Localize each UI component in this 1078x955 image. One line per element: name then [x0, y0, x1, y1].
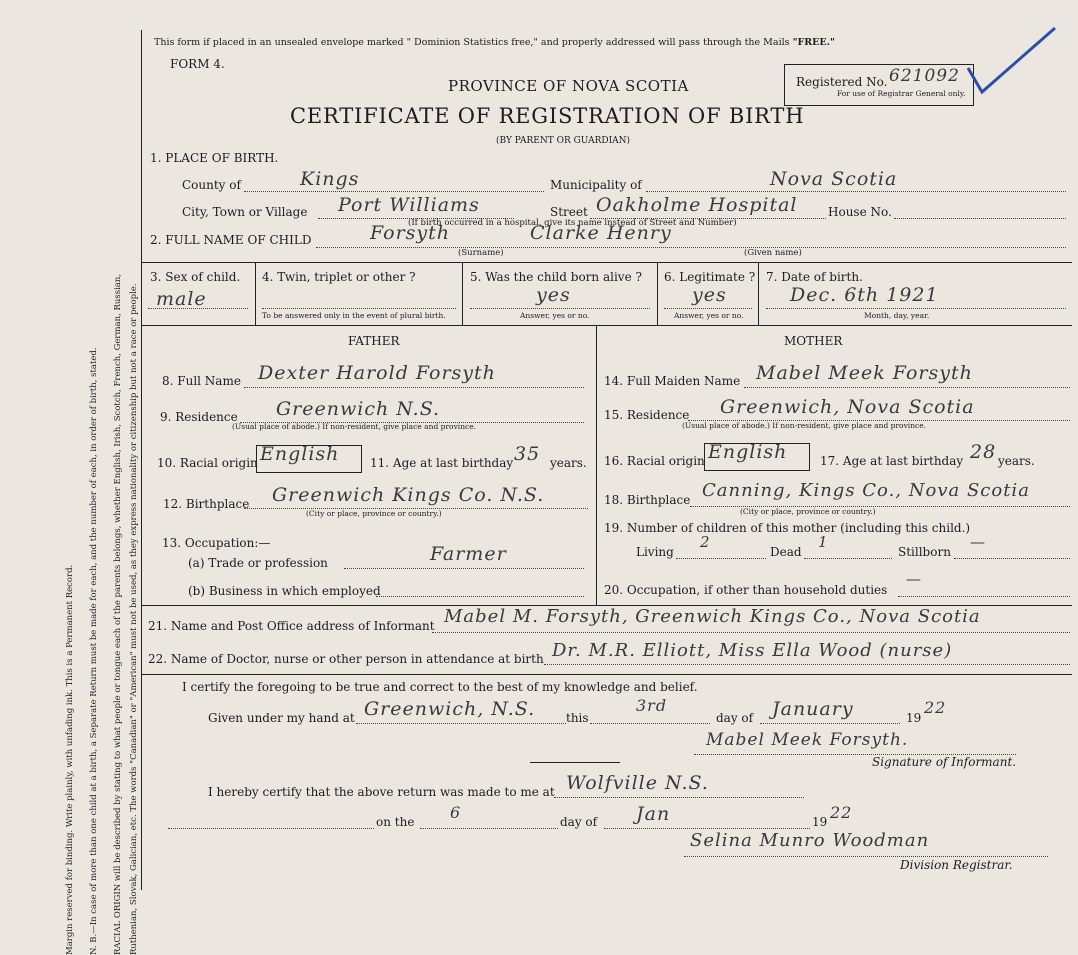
hospital-note: (If birth occurred in a hospital, give its name instead of Street and Number) — [408, 218, 737, 228]
dead-label: Dead — [770, 545, 802, 559]
mother-residence-label: 15. Residence — [604, 408, 690, 422]
mail-note — [154, 37, 835, 48]
registrar-certify-text: I hereby certify that the above return was made to me at — [208, 785, 555, 799]
this-label: this — [566, 711, 589, 725]
father-occupation-label: 13. Occupation:— — [162, 536, 271, 550]
street-label: Street — [550, 205, 588, 219]
stillborn-value: — — [970, 533, 986, 551]
business-label: (b) Business in which employed — [188, 584, 381, 598]
informant-signature: Mabel Meek Forsyth. — [706, 730, 909, 750]
child-given-value: Clarke Henry — [530, 222, 672, 244]
cert-year-prefix: 19 — [906, 711, 922, 725]
dob-label: 7. Date of birth. — [766, 270, 863, 284]
certificate-subtitle: (BY PARENT OR GUARDIAN) — [496, 136, 631, 146]
child-surname-value: Forsyth — [370, 222, 451, 244]
municipality-label: Municipality of — [550, 178, 642, 192]
province-title: PROVINCE OF NOVA SCOTIA — [448, 77, 689, 95]
father-birthplace-value: Greenwich Kings Co. N.S. — [272, 484, 545, 506]
legitimate-caption: Answer, yes or no. — [674, 311, 744, 320]
dob-caption: Month, day, year. — [864, 311, 930, 320]
mother-name-value: Mabel Meek Forsyth — [756, 362, 973, 384]
registrar-signature: Selina Munro Woodman — [690, 830, 930, 851]
mother-racial-value: English — [708, 441, 788, 463]
registrar-signature-caption: Division Registrar. — [900, 858, 1013, 872]
registered-label: Registered No. — [796, 75, 888, 89]
mother-occupation-value: — — [906, 570, 922, 588]
informant-label: 21. Name and Post Office address of Informant — [148, 619, 435, 633]
certificate-title: CERTIFICATE OF REGISTRATION OF BIRTH — [290, 104, 805, 128]
registrar-day-value: 6 — [450, 803, 462, 822]
house-label: House No. — [828, 205, 892, 219]
surname-caption: (Surname) — [458, 248, 504, 258]
children-count-label: 19. Number of children of this mother (including this child.) — [604, 521, 971, 535]
side-note-4: Ruthenian, Slovak, Galician, etc. The words "Canadian" or "American" must not be used, as they express nationality or citizenship but not a race or people. — [129, 283, 139, 955]
alive-caption: Answer, yes or no. — [520, 311, 590, 320]
cert-year-value: 22 — [924, 698, 947, 717]
father-racial-value: English — [260, 443, 340, 465]
living-label: Living — [636, 545, 674, 559]
father-years: years. — [550, 456, 587, 470]
twin-label: 4. Twin, triplet or other ? — [262, 270, 416, 284]
alive-value: yes — [536, 284, 571, 306]
father-residence-value: Greenwich N.S. — [276, 398, 441, 420]
cert-day-of-label: day of — [716, 711, 754, 725]
mother-years: years. — [998, 454, 1035, 468]
given-place-value: Greenwich, N.S. — [364, 698, 536, 720]
registrar-use-note: For use of Registrar General only. — [837, 89, 966, 98]
mother-name-label: 14. Full Maiden Name — [604, 374, 741, 388]
father-name-value: Dexter Harold Forsyth — [258, 362, 496, 384]
cert-month-value: January — [772, 698, 854, 720]
mail-free: "FREE." — [792, 37, 835, 48]
certify-text: I certify the foregoing to be true and correct to the best of my knowledge and belief. — [182, 680, 698, 694]
city-label: City, Town or Village — [182, 205, 308, 219]
child-name-label: 2. FULL NAME OF CHILD — [150, 233, 312, 247]
father-residence-caption: (Usual place of abode.) If non-resident, give place and province. — [232, 422, 477, 431]
place-of-birth-heading: 1. PLACE OF BIRTH. — [150, 151, 279, 165]
father-residence-label: 9. Residence — [160, 410, 238, 424]
side-note-3: RACIAL ORIGIN will be described by stating to what people or tongue each of the parents belongs, whether English, Irish, Scotch, French, German, Russian, — [113, 273, 123, 955]
street-value: Oakholme Hospital — [596, 194, 798, 216]
living-value: 2 — [700, 533, 711, 551]
municipality-value: Nova Scotia — [770, 168, 898, 190]
registered-number: 621092 — [889, 66, 960, 86]
trade-label: (a) Trade or profession — [188, 556, 328, 570]
father-age-value: 35 — [514, 443, 541, 465]
trade-value: Farmer — [430, 543, 507, 565]
father-birthplace-caption: (City or place, province or country.) — [306, 509, 442, 518]
mother-residence-value: Greenwich, Nova Scotia — [720, 396, 975, 418]
dob-value: Dec. 6th 1921 — [790, 284, 939, 306]
father-racial-label: 10. Racial origin — [157, 456, 258, 470]
father-birthplace-label: 12. Birthplace — [163, 497, 250, 511]
informant-value: Mabel M. Forsyth, Greenwich Kings Co., Nova Scotia — [444, 606, 981, 627]
mother-birthplace-label: 18. Birthplace — [604, 493, 691, 507]
form-left-border — [141, 30, 142, 890]
mother-heading: MOTHER — [784, 334, 843, 348]
mother-racial-label: 16. Racial origin — [604, 454, 705, 468]
doctor-label: 22. Name of Doctor, nurse or other person in attendance at birth — [148, 652, 544, 666]
cert-day-value: 3rd — [636, 696, 668, 715]
father-name-label: 8. Full Name — [162, 374, 241, 388]
given-caption: (Given name) — [744, 248, 802, 258]
on-the-label: on the — [376, 815, 415, 829]
side-notes — [0, 0, 140, 955]
mother-age-value: 28 — [970, 441, 997, 463]
alive-label: 5. Was the child born alive ? — [470, 270, 642, 284]
form-number: FORM 4. — [170, 57, 225, 71]
mother-birthplace-caption: (City or place, province or country.) — [740, 507, 876, 516]
father-age-label: 11. Age at last birthday — [370, 456, 514, 470]
twin-caption: To be answered only in the event of plural birth. — [262, 311, 446, 320]
city-value: Port Williams — [338, 194, 480, 216]
dead-value: 1 — [818, 533, 829, 551]
doctor-value: Dr. M.R. Elliott, Miss Ella Wood (nurse) — [552, 640, 953, 661]
mail-note-text: This form if placed in an unsealed envelope marked " Dominion Statistics free," and properly addressed will pass through the Mails — [154, 37, 790, 48]
given-label: Given under my hand at — [208, 711, 355, 725]
mother-residence-caption: (Usual place of abode.) If non-resident, give place and province. — [682, 421, 927, 430]
sex-value: male — [156, 288, 207, 310]
registrar-day-of-label: day of — [560, 815, 598, 829]
stillborn-label: Stillborn — [898, 545, 951, 559]
checkmark-icon — [960, 20, 1070, 100]
county-label: County of — [182, 178, 241, 192]
mother-occupation-label: 20. Occupation, if other than household duties — [604, 583, 888, 597]
informant-signature-caption: Signature of Informant. — [872, 755, 1017, 769]
registrar-year-prefix: 19 — [812, 815, 828, 829]
legitimate-value: yes — [692, 284, 727, 306]
registrar-month-value: Jan — [636, 803, 671, 825]
side-note-2: N. B.—In case of more than one child at a birth, a Separate Return must be made for each, and the number of each, in order of birth, stated. — [89, 347, 99, 955]
registrar-place-value: Wolfville N.S. — [566, 772, 709, 794]
sex-label: 3. Sex of child. — [150, 270, 241, 284]
registrar-year-value: 22 — [830, 803, 853, 822]
side-note-1: Margin reserved for binding. Write plainly, with unfading ink. This is a Permanent Record. — [65, 564, 75, 955]
mother-age-label: 17. Age at last birthday — [820, 454, 964, 468]
mother-birthplace-value: Canning, Kings Co., Nova Scotia — [702, 480, 1030, 501]
legitimate-label: 6. Legitimate ? — [664, 270, 756, 284]
father-heading: FATHER — [348, 334, 400, 348]
county-value: Kings — [300, 168, 360, 190]
